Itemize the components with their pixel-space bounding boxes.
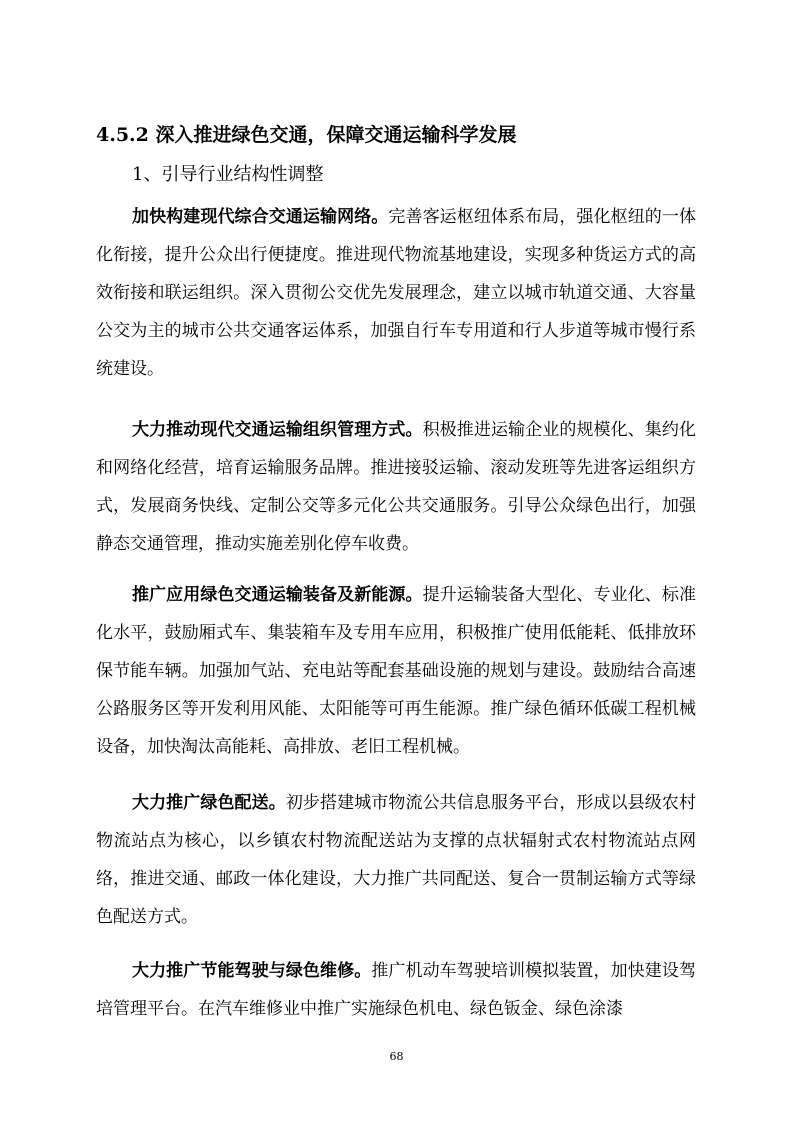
- paragraph-body: 完善客运枢纽体系布局，强化枢纽的一体化衔接，提升公众出行便捷度。推进现代物流基地建设，实现多种货运方式的高效衔接和联运组织。深入贯彻公交优先发展理念，建立以城市轨道交通、大容量公交为主的城市公共交通客运体系，加强自行车专用道和行人步道等城市慢行系统建设。: [96, 207, 696, 379]
- paragraph-lead: 大力推广节能驾驶与绿色维修。: [132, 961, 372, 981]
- paragraph-lead: 加快构建现代综合交通运输网络。: [132, 207, 389, 227]
- subsection-heading: 1、引导行业结构性调整: [132, 164, 324, 185]
- paragraph-body: 推广机动车驾驶培训模拟装置，加快建设驾培管理平台。在汽车维修业中推广实施绿色机电、绿色钣金、绿色涂漆: [96, 961, 696, 1019]
- paragraph-body: 积极推进运输企业的规模化、集约化和网络化经营，培育运输服务品牌。推进接驳运输、滚动发班等先进客运组织方式，发展商务快线、定制公交等多元化公共交通服务。引导公众绿色出行，加强静态交通管理，推动实施差别化停车收费。: [96, 420, 696, 554]
- paragraph-green-delivery: [96, 784, 696, 936]
- paragraph-body: 提升运输装备大型化、专业化、标准化水平，鼓励厢式车、集装箱车及专用车应用，积极推广使用低能耗、低排放环保节能车辆。加强加气站、充电站等配套基础设施的规划与建设。鼓励结合高速公路服务区等开发利用风能、太阳能等可再生能源。推广绿色循环低碳工程机械设备，加快淘汰高能耗、高排放、老旧工程机械。: [96, 585, 696, 757]
- paragraph-integrated-transport-network: [96, 198, 696, 388]
- paragraph-lead: 推广应用绿色交通运输装备及新能源。: [132, 585, 423, 605]
- paragraph-lead: 大力推动现代交通运输组织管理方式。: [132, 420, 423, 440]
- paragraph-green-equipment: [96, 576, 696, 766]
- paragraph-lead: 大力推广绿色配送。: [132, 793, 286, 813]
- paragraph-eco-driving: [96, 952, 696, 1028]
- paragraph-transport-organization: [96, 411, 696, 563]
- paragraph-body: 初步搭建城市物流公共信息服务平台，形成以县级农村物流站点为核心，以乡镇农村物流配送站为支撑的点状辐射式农村物流站点网络，推进交通、邮政一体化建设，大力推广共同配送、复合一贯制运输方式等绿色配送方式。: [96, 793, 696, 927]
- page-number: 68: [389, 1050, 404, 1063]
- section-heading: 4.5.2 深入推进绿色交通，保障交通运输科学发展: [96, 124, 517, 146]
